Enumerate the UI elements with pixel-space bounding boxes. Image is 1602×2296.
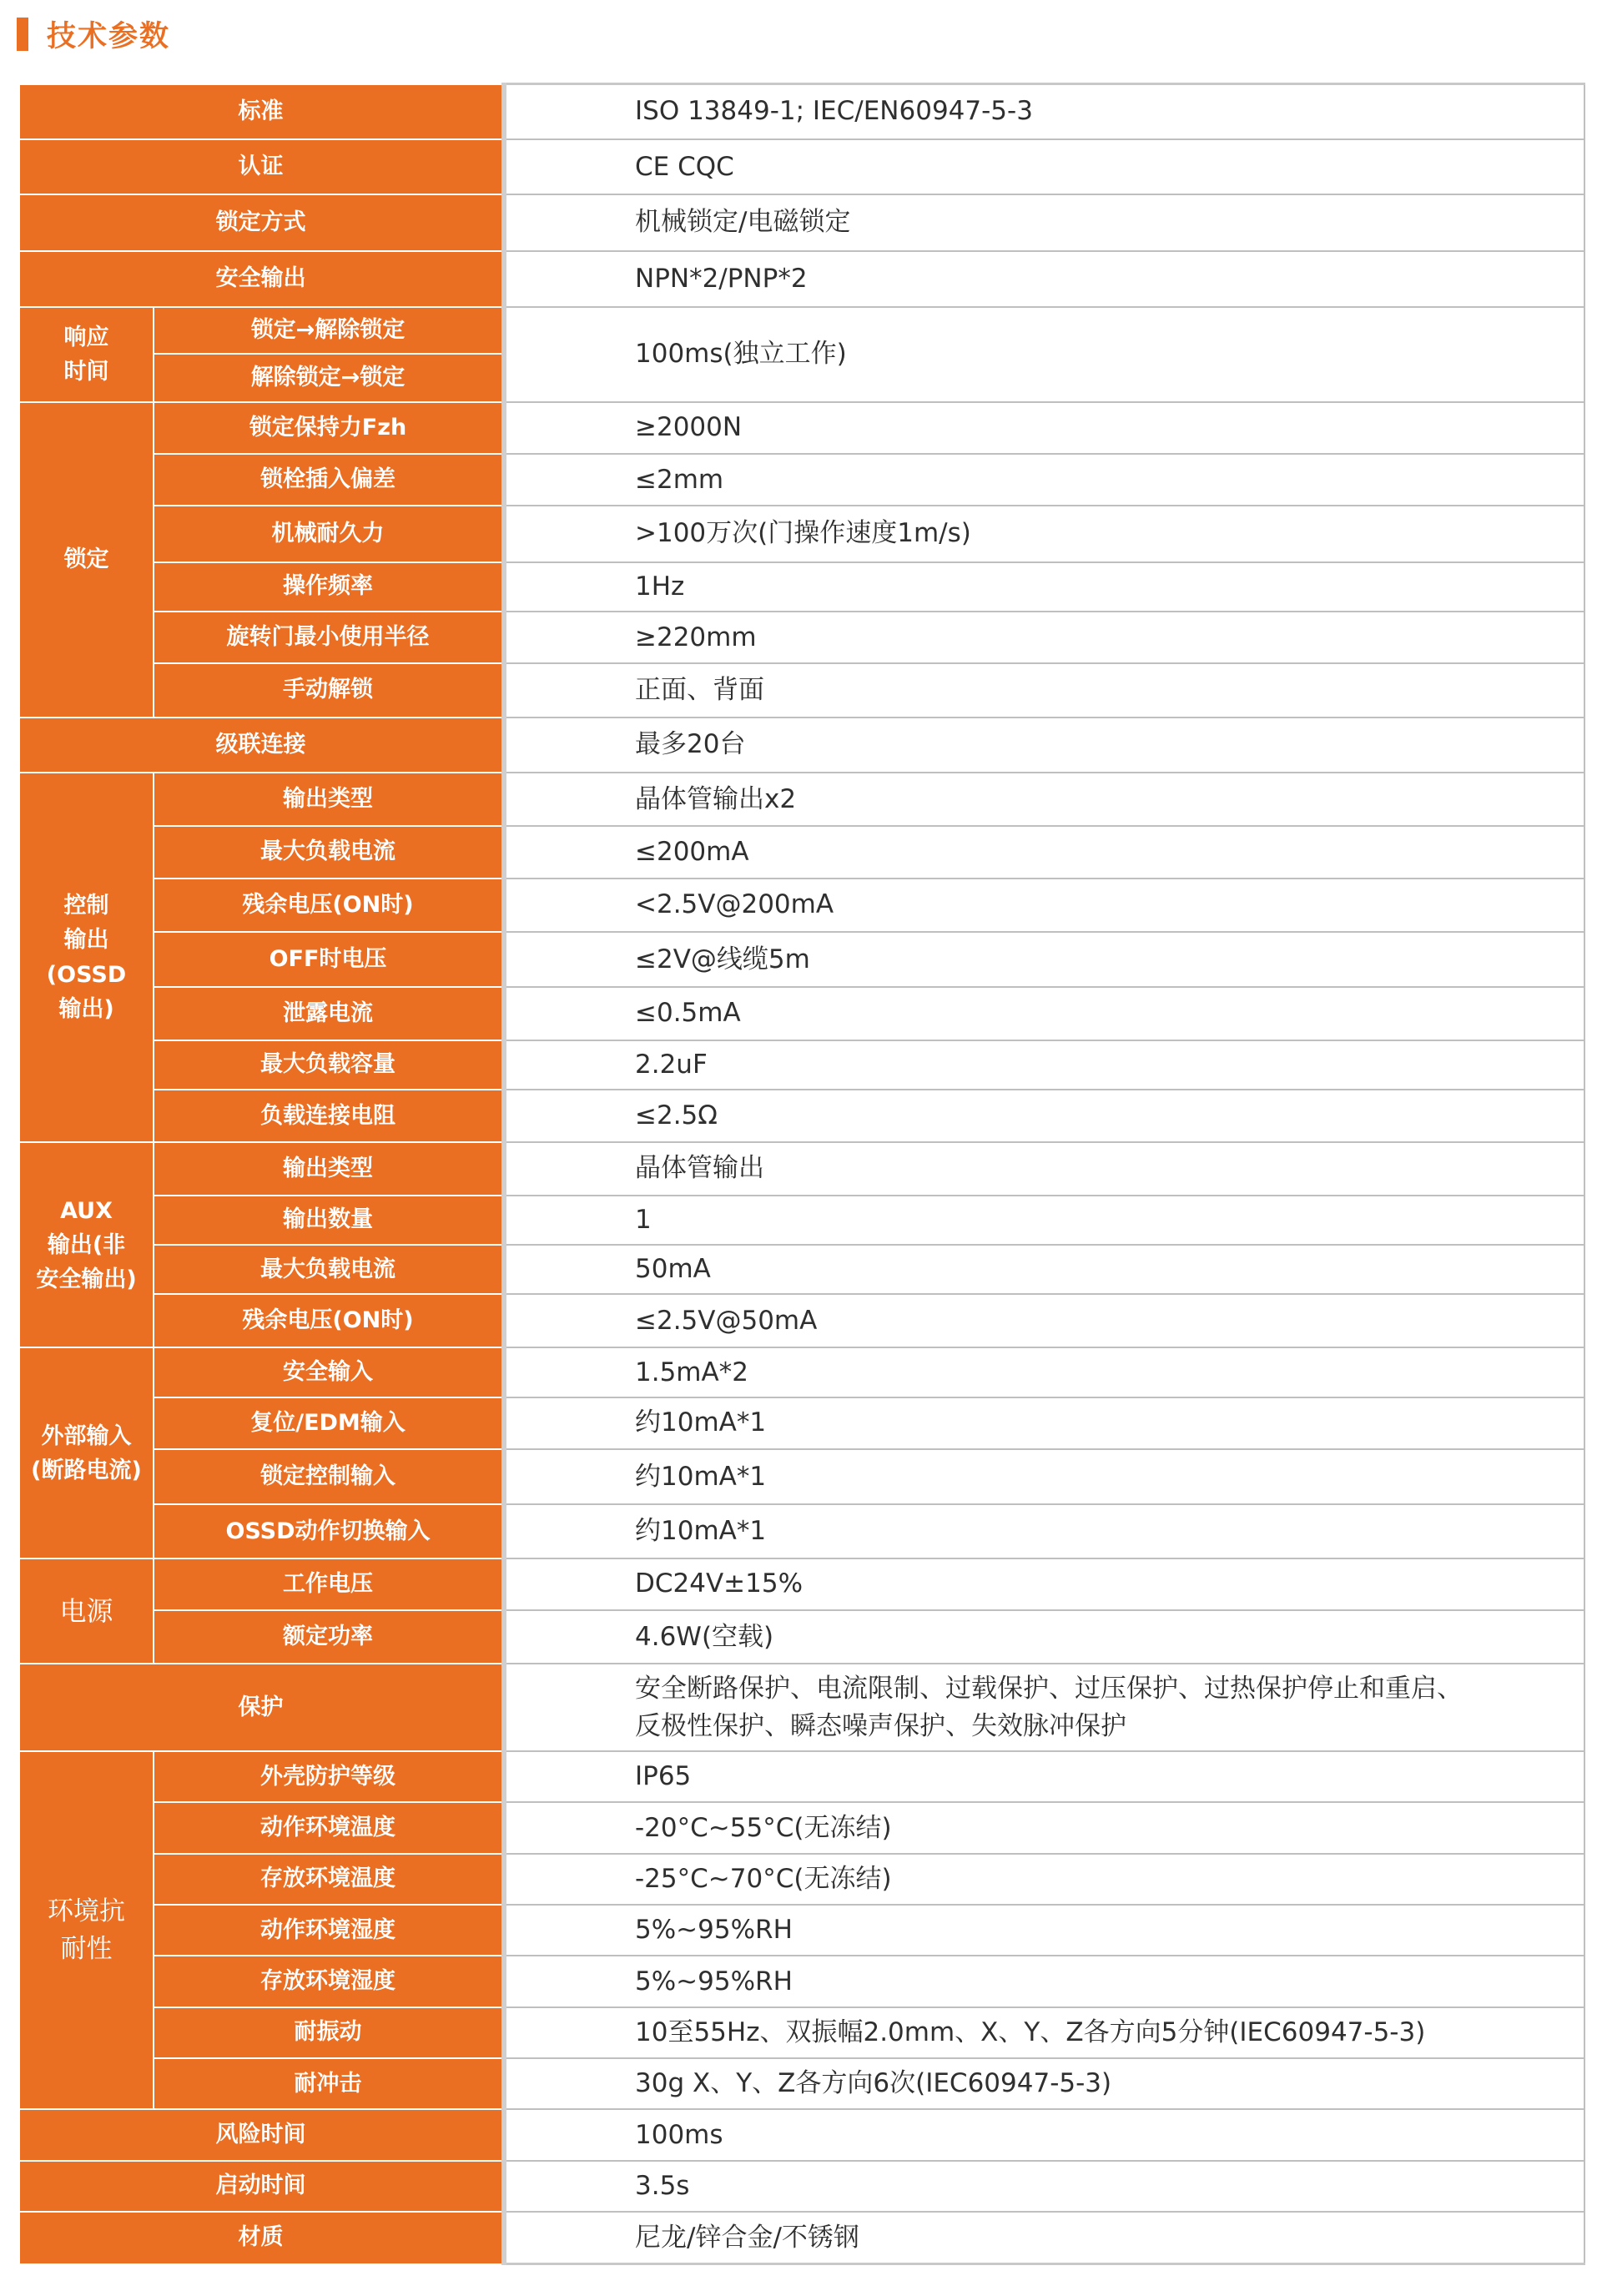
- spec-row-environment-3: [19, 1854, 1584, 1905]
- spec-label: 泄露电流: [154, 987, 504, 1040]
- spec-label: 动作环境温度: [154, 1802, 504, 1853]
- spec-label: 最大负载电流: [154, 826, 504, 878]
- spec-row-control-output-5: [19, 987, 1584, 1040]
- spec-row-environment-4: [19, 1905, 1584, 1956]
- spec-label: 输出类型: [154, 1142, 504, 1195]
- spec-label: 外壳防护等级: [154, 1751, 504, 1802]
- group-label-external-input: [19, 1347, 154, 1558]
- spec-label: 安全输出: [19, 251, 504, 307]
- group-label-line: 输出: [63, 927, 109, 954]
- spec-value: ISO 13849-1; IEC/EN60947-5-3: [504, 84, 1584, 139]
- header-accent-bar: [17, 18, 28, 51]
- spec-row-lock-3: [19, 506, 1584, 561]
- spec-value: DC24V±15%: [504, 1558, 1584, 1610]
- spec-label: 最大负载容量: [154, 1040, 504, 1090]
- spec-value: ≤200mA: [504, 826, 1584, 878]
- spec-row-external-input-2: [19, 1397, 1584, 1449]
- spec-value: 5%~95%RH: [504, 1956, 1584, 2006]
- spec-value: ≤2V@线缆5m: [504, 932, 1584, 987]
- spec-row-environment-5: [19, 1956, 1584, 2006]
- spec-label: 额定功率: [154, 1610, 504, 1664]
- spec-row-external-input-1: [19, 1347, 1584, 1397]
- spec-value: 机械锁定/电磁锁定: [504, 194, 1584, 250]
- spec-label: 认证: [19, 139, 504, 194]
- group-label-aux-output: [19, 1142, 154, 1347]
- spec-value: -20°C~55°C(无冻结): [504, 1802, 1584, 1853]
- spec-row-aux-output-4: [19, 1294, 1584, 1347]
- spec-value: 1.5mA*2: [504, 1347, 1584, 1397]
- spec-row-power-2: [19, 1610, 1584, 1664]
- spec-label: 安全输入: [154, 1347, 504, 1397]
- spec-row-control-output-3: [19, 879, 1584, 932]
- section-title: 技术参数: [47, 20, 171, 53]
- spec-row-environment-7: [19, 2058, 1584, 2109]
- group-label-line: 控制: [63, 893, 109, 919]
- spec-row-control-output-1: [19, 773, 1584, 826]
- spec-row-aux-output-3: [19, 1245, 1584, 1294]
- spec-value: >100万次(门操作速度1m/s): [504, 506, 1584, 561]
- spec-label: 机械耐久力: [154, 506, 504, 561]
- spec-label: 锁定控制输入: [154, 1449, 504, 1504]
- spec-label: 负载连接电阻: [154, 1090, 504, 1142]
- spec-value: CE CQC: [504, 139, 1584, 194]
- group-label-line: 响应: [63, 324, 109, 350]
- spec-row-lock-5: [19, 612, 1584, 663]
- group-label-line: 输出(非: [47, 1231, 126, 1258]
- spec-label: 标准: [19, 84, 504, 139]
- spec-value-line: 安全断路保护、电流限制、过载保护、过压保护、过热保护停止和重启、: [635, 1673, 1463, 1704]
- group-label-line: 安全输出): [36, 1266, 137, 1292]
- spec-value: 1: [504, 1196, 1584, 1245]
- group-label-response-time: [19, 307, 154, 402]
- spec-row-lock-6: [19, 663, 1584, 717]
- spec-value: 3.5s: [504, 2161, 1584, 2212]
- group-label-line: AUX: [60, 1197, 113, 1224]
- spec-value: NPN*2/PNP*2: [504, 251, 1584, 307]
- spec-label: 耐冲击: [154, 2058, 504, 2109]
- spec-row-material: [19, 2212, 1584, 2264]
- spec-row-risk-time: [19, 2109, 1584, 2160]
- spec-row-aux-output-2: [19, 1196, 1584, 1245]
- group-label-line: 输出): [58, 995, 114, 1022]
- spec-value: ≤2.5Ω: [504, 1090, 1584, 1142]
- spec-label: 输出类型: [154, 773, 504, 826]
- spec-value: ≥220mm: [504, 612, 1584, 663]
- spec-value: 50mA: [504, 1245, 1584, 1294]
- spec-label: 手动解锁: [154, 663, 504, 717]
- spec-value: ≥2000N: [504, 402, 1584, 454]
- spec-row-protection: [19, 1664, 1584, 1751]
- spec-value: 约10mA*1: [504, 1397, 1584, 1449]
- spec-row-certification: [19, 139, 1584, 194]
- spec-row-lock-2: [19, 454, 1584, 506]
- spec-row-startup-time: [19, 2161, 1584, 2212]
- spec-label: 锁栓插入偏差: [154, 454, 504, 506]
- group-label-control-output: [19, 773, 154, 1142]
- spec-row-external-input-4: [19, 1504, 1584, 1558]
- spec-label: 旋转门最小使用半径: [154, 612, 504, 663]
- spec-value: ≤0.5mA: [504, 987, 1584, 1040]
- group-label-power: 电源: [19, 1558, 154, 1664]
- spec-row-standard: [19, 84, 1584, 139]
- group-label-line: 环境抗: [48, 1896, 125, 1926]
- spec-row-safety-output: [19, 251, 1584, 307]
- spec-label: 复位/EDM输入: [154, 1397, 504, 1449]
- group-label-line: 外部输入: [41, 1422, 132, 1449]
- spec-label: 残余电压(ON时): [154, 879, 504, 932]
- group-label-line: (OSSD: [46, 961, 127, 988]
- spec-label: 残余电压(ON时): [154, 1294, 504, 1347]
- spec-label: 锁定方式: [19, 194, 504, 250]
- spec-label: 启动时间: [19, 2161, 504, 2212]
- spec-table: [18, 83, 1585, 2265]
- spec-value: 4.6W(空载): [504, 1610, 1584, 1664]
- spec-value: 正面、背面: [504, 663, 1584, 717]
- spec-row-lock-4: [19, 562, 1584, 612]
- spec-label: 材质: [19, 2212, 504, 2264]
- spec-row-environment-1: [19, 1751, 1584, 1802]
- spec-value: 尼龙/锌合金/不锈钢: [504, 2212, 1584, 2264]
- spec-row-lock-1: [19, 402, 1584, 454]
- spec-label: 锁定保持力Fzh: [154, 402, 504, 454]
- spec-label: 输出数量: [154, 1196, 504, 1245]
- spec-label: 耐振动: [154, 2007, 504, 2058]
- group-label-line: 时间: [63, 358, 109, 385]
- spec-row-environment-2: [19, 1802, 1584, 1853]
- spec-label: 存放环境湿度: [154, 1956, 504, 2006]
- spec-label: 风险时间: [19, 2109, 504, 2160]
- spec-row-control-output-4: [19, 932, 1584, 987]
- spec-row-external-input-3: [19, 1449, 1584, 1504]
- spec-value: 2.2uF: [504, 1040, 1584, 1090]
- spec-label: 最大负载电流: [154, 1245, 504, 1294]
- spec-label: 存放环境温度: [154, 1854, 504, 1905]
- spec-label: 锁定→解除锁定: [154, 307, 504, 354]
- spec-row-cascade: [19, 718, 1584, 773]
- spec-value: 30g X、Y、Z各方向6次(IEC60947-5-3): [504, 2058, 1584, 2109]
- spec-value: 约10mA*1: [504, 1449, 1584, 1504]
- spec-row-aux-output-1: [19, 1142, 1584, 1195]
- spec-row-response-time: [19, 307, 1584, 354]
- spec-value-multiline: [504, 1664, 1584, 1751]
- spec-label: 解除锁定→锁定: [154, 354, 504, 401]
- spec-value: ≤2.5V@50mA: [504, 1294, 1584, 1347]
- spec-value: 100ms: [504, 2109, 1584, 2160]
- spec-label: 保护: [19, 1664, 504, 1751]
- spec-value: 1Hz: [504, 562, 1584, 612]
- spec-value: 晶体管输出: [504, 1142, 1584, 1195]
- spec-row-control-output-6: [19, 1040, 1584, 1090]
- spec-row-environment-6: [19, 2007, 1584, 2058]
- spec-value: 晶体管输出x2: [504, 773, 1584, 826]
- spec-value: 5%~95%RH: [504, 1905, 1584, 1956]
- spec-value-line: 反极性保护、瞬态噪声保护、失效脉冲保护: [635, 1710, 1126, 1741]
- spec-value: IP65: [504, 1751, 1584, 1802]
- spec-row-lock-mode: [19, 194, 1584, 250]
- spec-label: OFF时电压: [154, 932, 504, 987]
- spec-value: 10至55Hz、双振幅2.0mm、X、Y、Z各方向5分钟(IEC60947-5-3): [504, 2007, 1584, 2058]
- spec-value: 约10mA*1: [504, 1504, 1584, 1558]
- spec-label: OSSD动作切换输入: [154, 1504, 504, 1558]
- group-label-lock: 锁定: [19, 402, 154, 718]
- spec-label: 操作频率: [154, 562, 504, 612]
- group-label-line: 耐性: [60, 1933, 113, 1964]
- section-header: [17, 15, 170, 53]
- spec-value: -25°C~70°C(无冻结): [504, 1854, 1584, 1905]
- spec-row-control-output-7: [19, 1090, 1584, 1142]
- spec-value: 最多20台: [504, 718, 1584, 773]
- group-label-line: (断路电流): [31, 1457, 142, 1483]
- spec-value: 100ms(独立工作): [504, 307, 1584, 402]
- spec-value: ≤2mm: [504, 454, 1584, 506]
- spec-value: <2.5V@200mA: [504, 879, 1584, 932]
- spec-row-control-output-2: [19, 826, 1584, 878]
- group-label-environment: [19, 1751, 154, 2109]
- spec-label: 级联连接: [19, 718, 504, 773]
- spec-row-power-1: [19, 1558, 1584, 1610]
- spec-label: 工作电压: [154, 1558, 504, 1610]
- spec-label: 动作环境湿度: [154, 1905, 504, 1956]
